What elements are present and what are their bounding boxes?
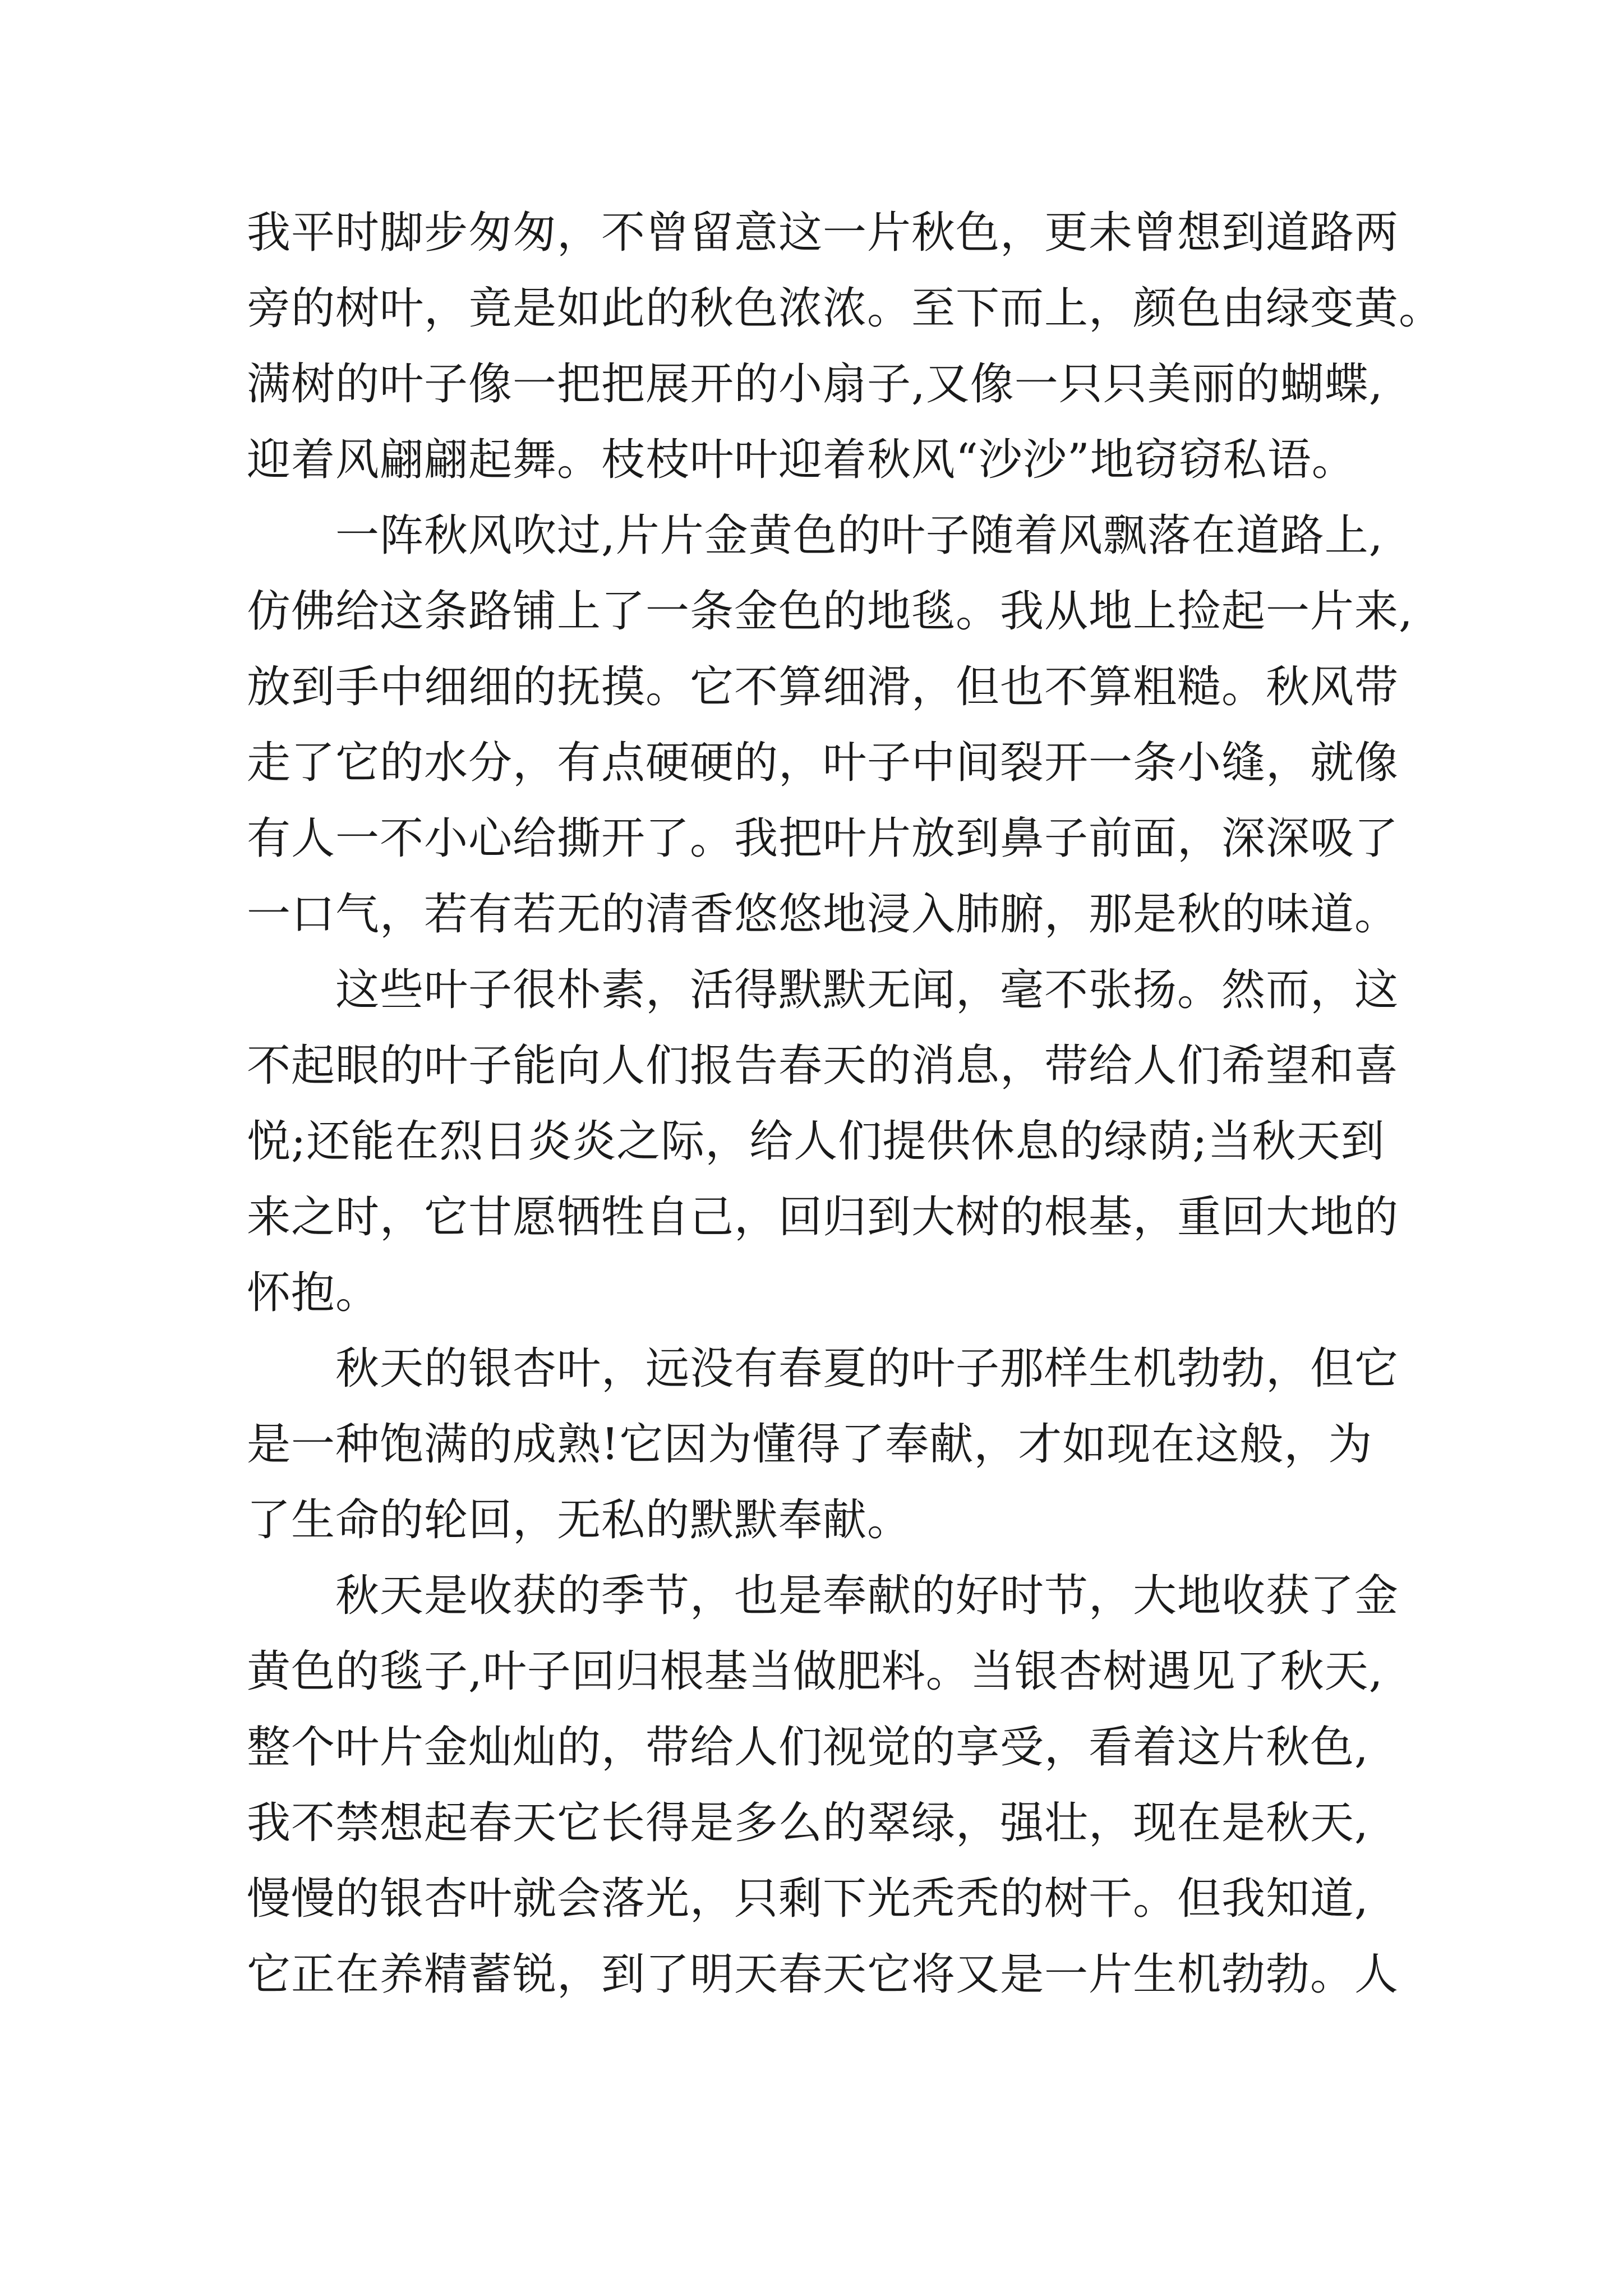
text-line: 悦;还能在烈日炎炎之际，给人们提供休息的绿荫;当秋天到 (247, 1116, 1385, 1167)
text-line: 走了它的水分，有点硬硬的，叶子中间裂开一条小缝，就像 (247, 738, 1399, 788)
text-line: 它正在养精蓄锐，到了明天春天它将又是一片生机勃勃。人 (247, 1949, 1399, 2000)
text-line: 了生命的轮回，无私的默默奉献。 (247, 1495, 912, 1545)
text-line: 黄色的毯子,叶子回归根基当做肥料。当银杏树遇见了秋天, (247, 1646, 1384, 1697)
text-line: 一阵秋风吹过,片片金黄色的叶子随着风飘落在道路上, (335, 510, 1384, 561)
text-line: 有人一不小心给撕开了。我把叶片放到鼻子前面，深深吸了 (247, 813, 1399, 864)
text-line: 这些叶子很朴素，活得默默无闻，毫不张扬。然而，这 (335, 965, 1399, 1015)
text-line: 慢慢的银杏叶就会落光，只剩下光秃秃的树干。但我知道, (247, 1874, 1369, 1924)
text-line: 来之时，它甘愿牺牲自己，回归到大树的根基，重回大地的 (247, 1192, 1399, 1243)
text-line: 是一种饱满的成熟!它因为懂得了奉献，才如现在这般，为 (247, 1419, 1373, 1470)
text-line: 秋天的银杏叶，远没有春夏的叶子那样生机勃勃，但它 (335, 1343, 1399, 1394)
text-line: 迎着风翩翩起舞。枝枝叶叶迎着秋风“沙沙”地窃窃私语。 (247, 435, 1356, 485)
text-line: 整个叶片金灿灿的，带给人们视觉的享受，看着这片秋色, (247, 1722, 1369, 1773)
text-line: 怀抱。 (247, 1268, 380, 1318)
text-line: 放到手中细细的抚摸。它不算细滑，但也不算粗糙。秋风带 (247, 662, 1399, 712)
text-line: 我不禁想起春天它长得是多么的翠绿，强壮，现在是秋天, (247, 1798, 1369, 1848)
text-line: 我平时脚步匆匆，不曾留意这一片秋色，更未曾想到道路两 (247, 208, 1399, 258)
text-line: 满树的叶子像一把把展开的小扇子,又像一只只美丽的蝴蝶, (247, 359, 1384, 409)
text-line: 一口气，若有若无的清香悠悠地浸入肺腑，那是秋的味道。 (247, 889, 1399, 940)
text-line: 不起眼的叶子能向人们报告春天的消息，带给人们希望和喜 (247, 1041, 1399, 1091)
text-line: 旁的树叶，竟是如此的秋色浓浓。至下而上，颜色由绿变黄。 (247, 283, 1444, 334)
text-line: 秋天是收获的季节，也是奉献的好时节，大地收获了金 (335, 1571, 1399, 1621)
text-line: 仿佛给这条路铺上了一条金色的地毯。我从地上捡起一片来, (247, 586, 1413, 637)
